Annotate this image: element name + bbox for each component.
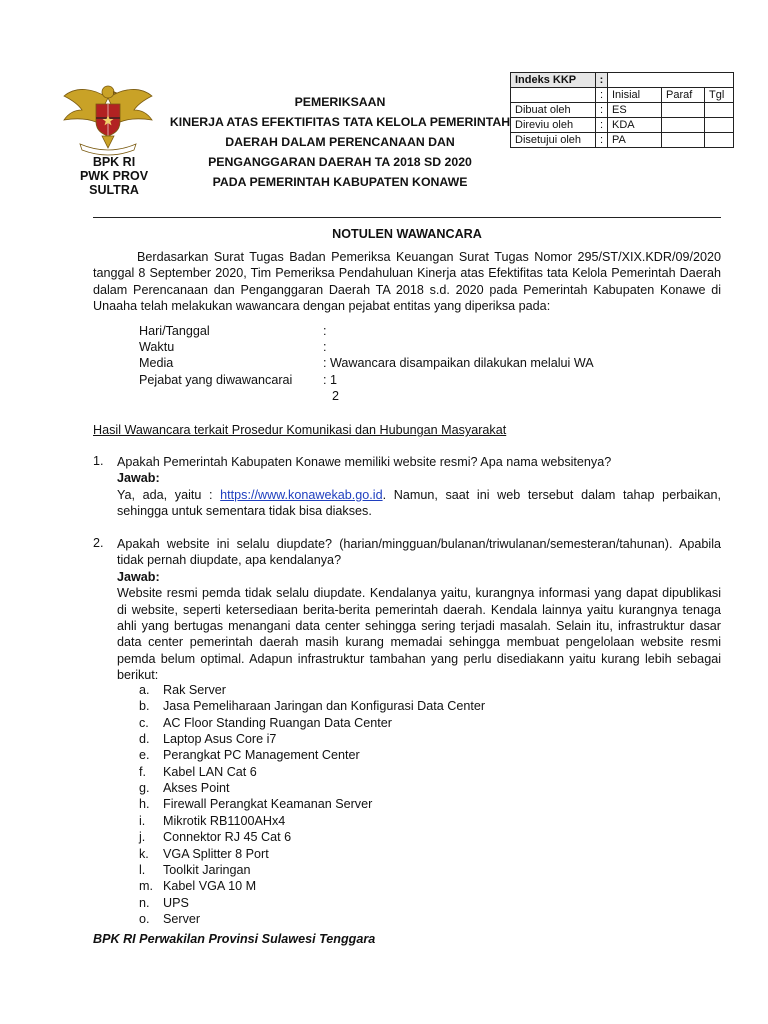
list-item: Jasa Pemeliharaan Jaringan dan Konfigurasi Data Center	[163, 699, 486, 714]
kkp-row-initial: PA	[608, 133, 662, 148]
list-item: Rak Server	[163, 683, 226, 697]
doc-title-line-3: DAERAH DALAM PERENCANAAN DAN	[225, 135, 455, 149]
org-name: BPK RI	[92, 155, 136, 169]
kkp-row-paraf	[662, 133, 705, 148]
info-pejabat-label: Pejabat yang diwawancarai	[139, 373, 293, 387]
list-item: AC Floor Standing Ruangan Data Center	[163, 715, 392, 730]
doc-title-line-1: PEMERIKSAAN	[294, 95, 386, 109]
kkp-row-tgl	[705, 103, 734, 118]
kkp-row-initial: KDA	[608, 118, 662, 133]
kkp-row-initial: ES	[608, 103, 662, 118]
list-item-letter: k.	[139, 846, 149, 861]
list-item: Akses Point	[163, 781, 230, 796]
list-item-letter: f.	[139, 764, 146, 779]
kkp-colon: :	[596, 73, 608, 88]
kkp-row-tgl	[705, 133, 734, 148]
info-pejabat-value-2: 2	[332, 389, 340, 403]
kkp-index-table	[510, 72, 734, 148]
list-item: VGA Splitter 8 Port	[163, 846, 269, 861]
question-text: Apakah Pemerintah Kabupaten Konawe memiliki website resmi? Apa nama websitenya?	[117, 455, 612, 469]
list-item-letter: b.	[139, 699, 150, 714]
list-item-letter: a.	[139, 683, 150, 697]
list-item-letter: i.	[139, 813, 146, 828]
doc-title-line-5: PADA PEMERINTAH KABUPATEN KONAWE	[212, 175, 468, 189]
list-item-letter: e.	[139, 748, 150, 763]
info-hari-label: Hari/Tanggal	[139, 324, 210, 338]
list-item: Server	[163, 911, 201, 926]
info-waktu-value: :	[323, 340, 327, 354]
kkp-col-paraf: Paraf	[662, 88, 705, 103]
garuda-emblem-logo	[58, 78, 158, 156]
section-title: Hasil Wawancara terkait Prosedur Komunikasi dan Hubungan Masyarakat	[93, 423, 507, 437]
kkp-index-value	[608, 73, 734, 88]
list-item-letter: j.	[139, 830, 146, 845]
kkp-row-paraf	[662, 103, 705, 118]
website-link[interactable]: https://www.konawekab.go.id	[220, 487, 383, 502]
list-item: Firewall Perangkat Keamanan Server	[163, 797, 373, 812]
list-item: Kabel VGA 10 M	[163, 879, 257, 894]
header-divider	[93, 217, 721, 218]
org-office: PWK PROV SULTRA	[79, 169, 149, 197]
list-item: Kabel LAN Cat 6	[163, 764, 257, 779]
list-item-letter: n.	[139, 895, 150, 910]
info-media-value: : Wawancara disampaikan dilakukan melalui WA	[323, 356, 594, 370]
question-2	[117, 536, 721, 684]
question-text: Apakah website ini selalu diupdate? (harian/mingguan/bulanan/triwulanan/semesteran/tahunan). Apabila tidak pernah diupdate, apa kendalanya?	[117, 537, 721, 568]
question-1	[117, 454, 721, 520]
footer-office: BPK RI Perwakilan Provinsi Sulawesi Tenggara	[93, 932, 376, 946]
answer-prefix: Ya, ada, yaitu :	[117, 487, 221, 502]
list-item-letter: m.	[139, 879, 153, 894]
doc-title-line-2: KINERJA ATAS EFEKTIFITAS TATA KELOLA PEMERINTAH	[169, 115, 511, 129]
list-item-letter: d.	[139, 732, 150, 747]
answer-text	[117, 487, 721, 520]
kkp-index-label: Indeks KKP	[511, 73, 596, 88]
kkp-row-paraf	[662, 118, 705, 133]
kkp-row-tgl	[705, 118, 734, 133]
question-number: 2.	[93, 536, 104, 550]
list-item-letter: g.	[139, 781, 150, 796]
list-item: Perangkat PC Management Center	[163, 748, 360, 763]
kkp-row-label: Disetujui oleh	[511, 133, 596, 148]
list-item-letter: o.	[139, 911, 150, 926]
info-waktu-label: Waktu	[139, 340, 175, 354]
notulen-title: NOTULEN WAWANCARA	[332, 227, 482, 241]
kkp-header-empty	[511, 88, 596, 103]
answer-text: Website resmi pemda tidak selalu diupdate. Kendalanya yaitu, kurangnya informasi yang dapat dipublikasi di website, seperti ketersediaan berita-berita pemerintah daerah. Kendala lainnya yaitu kurangnya tenaga ahli yang bertugas menangani data center sehingga sering terjadi masalah. Selain itu, infrastruktur dasar data center pemerintah daerah masih kurang memadai sehingga membuat pengelolaan website resmi pemda belum optimal. Adapun infrastruktur tambahan yang perlu disediakann yaitu kurang lebih sebagai berikut:	[117, 586, 721, 683]
kkp-row-label: Direviu oleh	[511, 118, 596, 133]
intro-paragraph: Berdasarkan Surat Tugas Badan Pemeriksa Keuangan Surat Tugas Nomor 295/ST/XIX.KDR/09/2020 tanggal 8 September 2020, Tim Pemeriksa Pendahuluan Kinerja atas Efektifitas tata Kelola Pemerintah Daerah dalam Perencanaan dan Penganggaran Daerah TA 2018 s.d. 2020 pada Pemerintah Kabupaten Konawe di Unaaha telah melakukan wawancara dengan pejabat entitas yang diperiksa pada:	[93, 250, 721, 314]
info-hari-value: :	[323, 324, 327, 338]
list-item: UPS	[163, 895, 189, 910]
question-number: 1.	[93, 454, 104, 468]
kkp-colon: :	[596, 88, 608, 103]
list-item: Laptop Asus Core i7	[163, 732, 277, 747]
kkp-col-inisial: Inisial	[608, 88, 662, 103]
kkp-col-tgl: Tgl	[705, 88, 734, 103]
list-item-letter: c.	[139, 715, 149, 730]
kkp-colon: :	[596, 103, 608, 118]
list-item: Connektor RJ 45 Cat 6	[163, 830, 292, 845]
kkp-colon: :	[596, 133, 608, 148]
answer-label: Jawab:	[117, 569, 160, 584]
list-item: Mikrotik RB1100AHx4	[163, 813, 286, 828]
list-item-letter: h.	[139, 797, 150, 812]
answer-label: Jawab:	[117, 471, 160, 486]
doc-title-line-4: PENGANGGARAN DAERAH TA 2018 SD 2020	[208, 155, 472, 169]
info-pejabat-value-1: : 1	[323, 373, 338, 387]
list-item: Toolkit Jaringan	[163, 862, 251, 877]
info-media-label: Media	[139, 356, 174, 370]
kkp-row-label: Dibuat oleh	[511, 103, 596, 118]
kkp-colon: :	[596, 118, 608, 133]
list-item-letter: l.	[139, 862, 146, 877]
answer-suffix: . Namun, saat ini web tersebut dalam tahap perbaikan, sehingga untuk sementara tidak bisa diakses.	[117, 487, 721, 519]
